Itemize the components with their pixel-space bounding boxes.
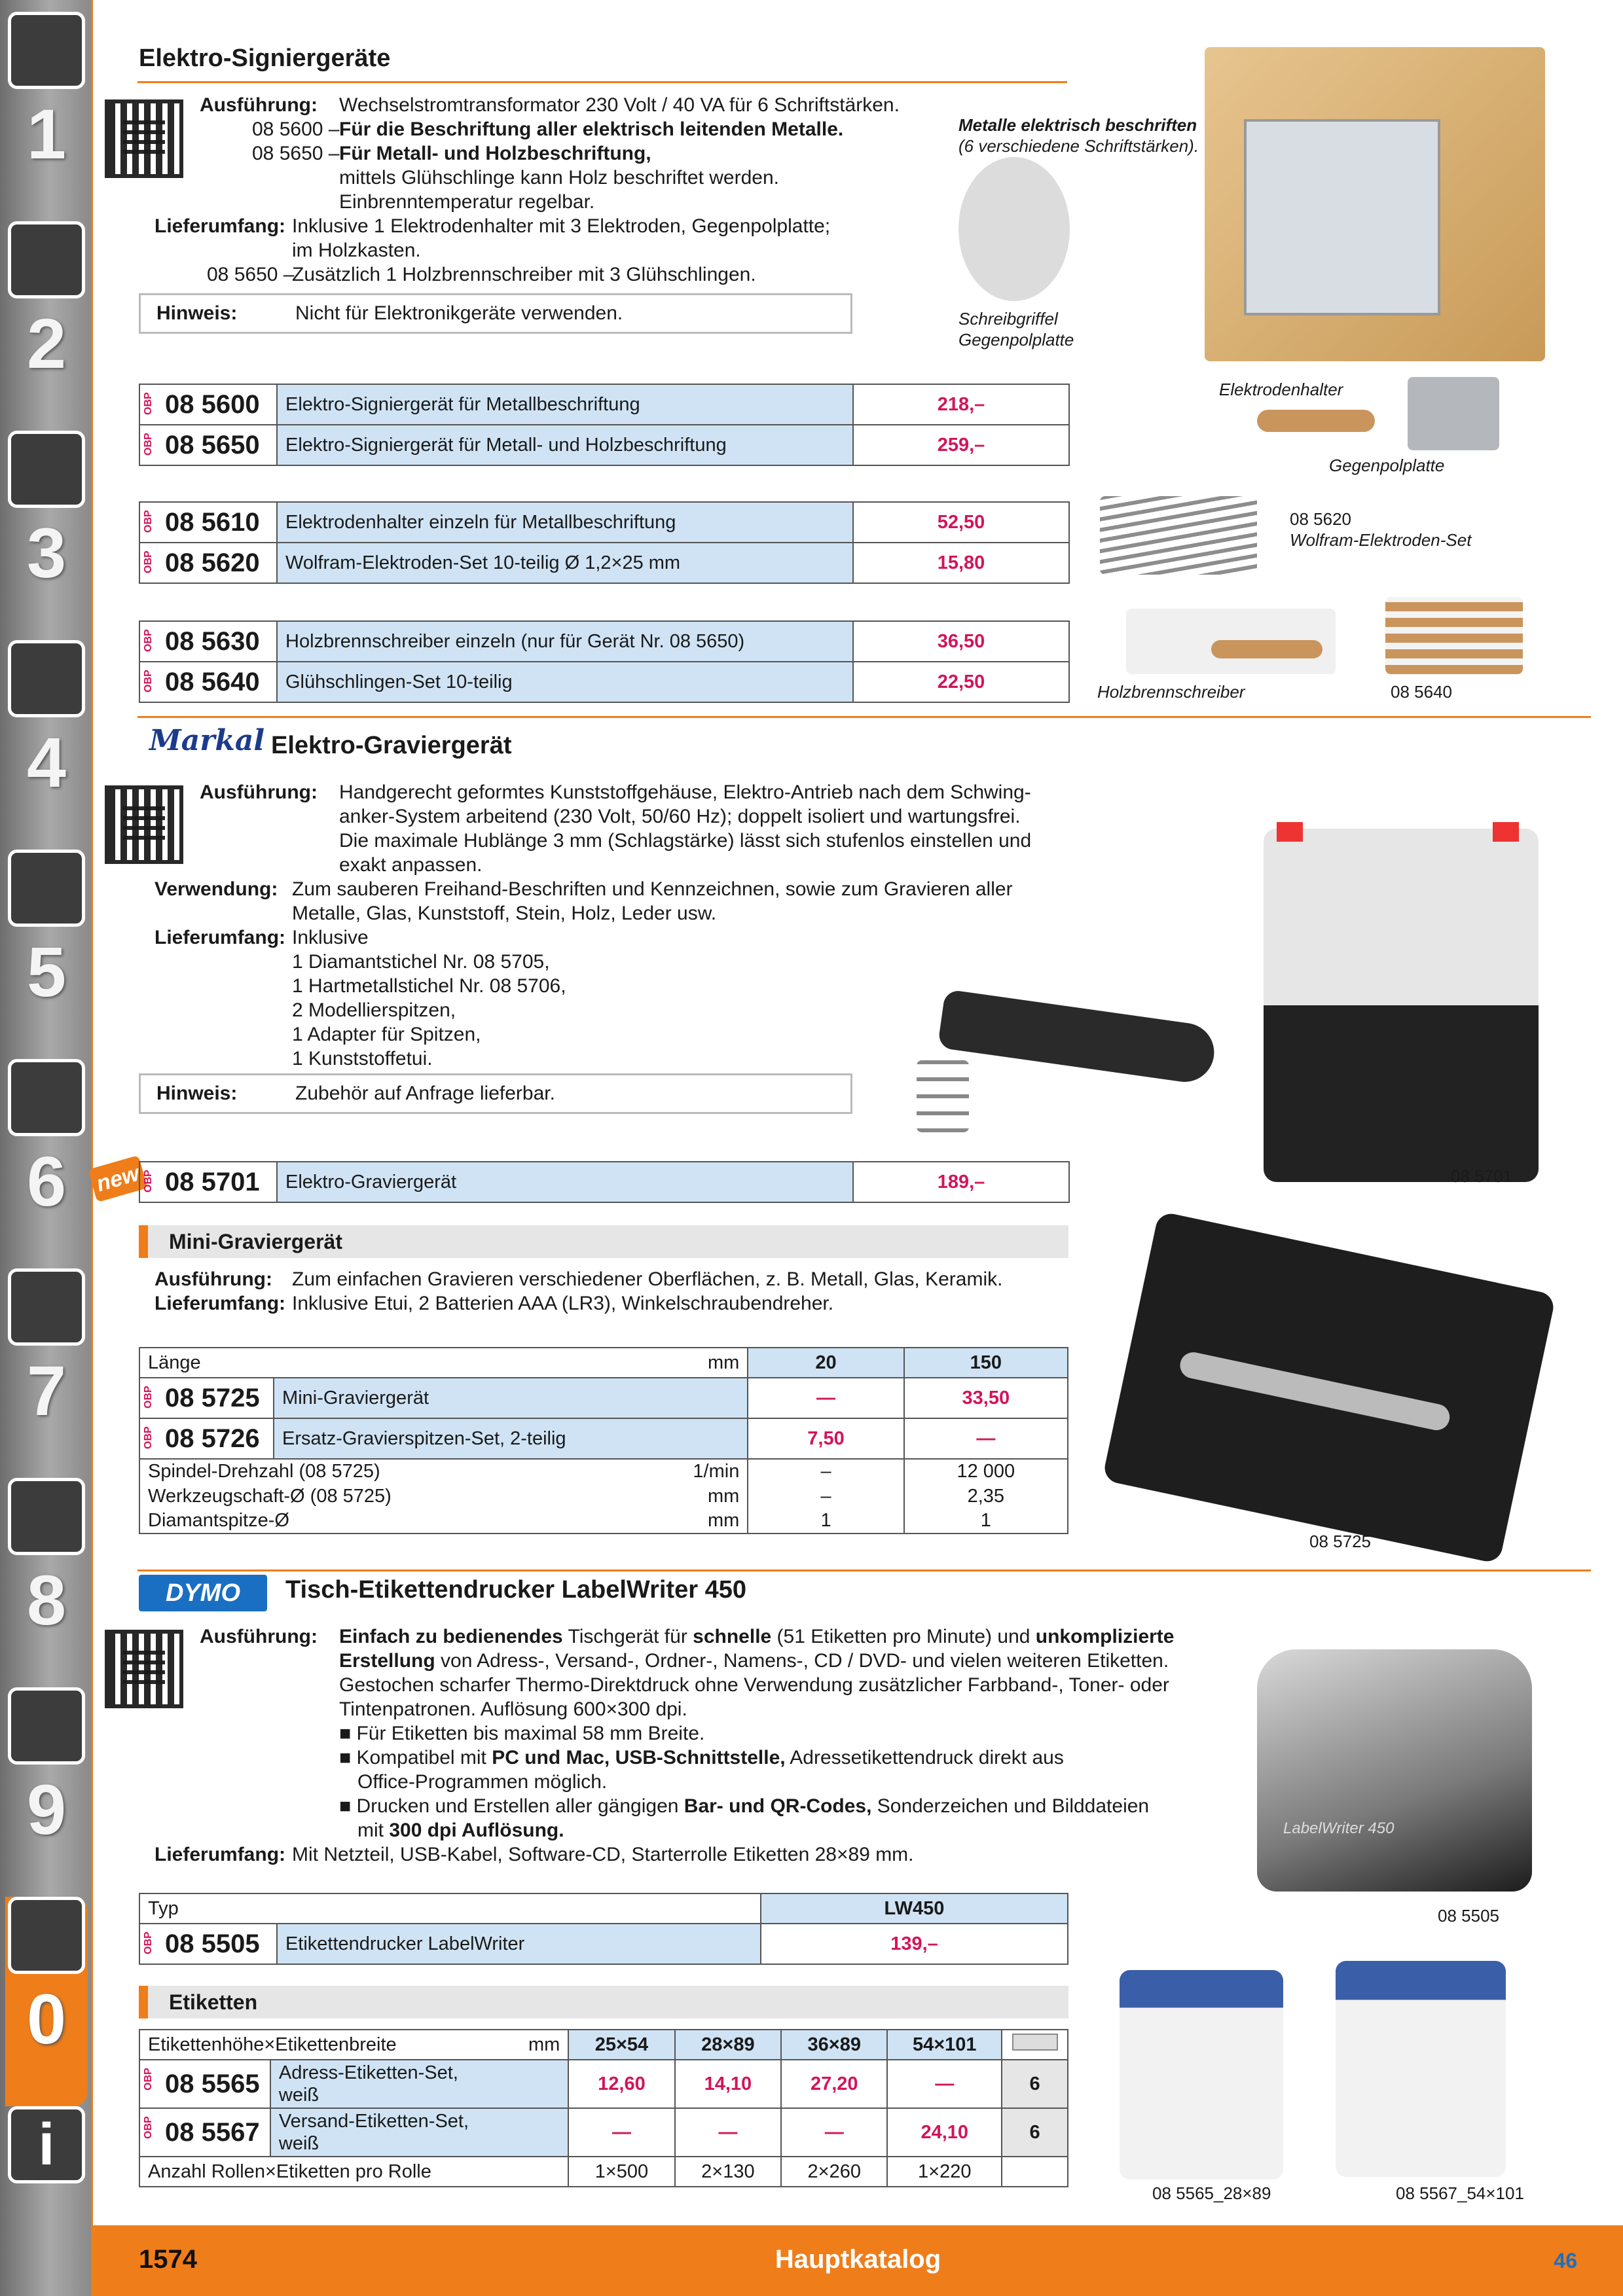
text-line: Inklusive Etui, 2 Batterien AAA (LR3), Winkelschraubendreher.	[292, 1293, 834, 1314]
article-desc: Holzbrennschreiber einzeln (nur für Gerät Nr. 08 5650)	[277, 621, 853, 662]
section-rule	[137, 81, 1067, 83]
text-line: 1 Hartmetallstichel Nr. 08 5706,	[292, 975, 566, 997]
wood-pen-handle	[1211, 640, 1322, 658]
caption: Schreibgriffel	[958, 309, 1058, 329]
text-line: exakt anpassen.	[339, 854, 483, 876]
caption: Gegenpolplatte	[1329, 456, 1445, 475]
printer-label: LabelWriter 450	[1283, 1820, 1395, 1837]
product-image-mini-engraver	[1102, 1211, 1556, 1564]
caption: 08 5567_54×101	[1396, 2183, 1524, 2203]
article-number: 08 5600	[165, 389, 260, 419]
price: —	[904, 1418, 1068, 1459]
text-line: im Holzkasten.	[292, 240, 421, 261]
page-index: 46	[1554, 2249, 1577, 2272]
product-table-signier-3	[139, 620, 1070, 703]
price: 189,–	[853, 1162, 1069, 1202]
spec-row: Diamantspitze-Ø mm 1 1	[139, 1509, 1068, 1534]
drill-bit-icon	[8, 12, 85, 89]
chapter-tab-info[interactable]	[5, 2106, 88, 2204]
case-latch	[1277, 822, 1303, 842]
chapter-tab-3[interactable]: 3	[5, 431, 88, 640]
bullet-icon: ■	[339, 1723, 357, 1744]
article-number: 08 5726	[165, 1424, 260, 1453]
chapter-tab-4[interactable]: 4	[5, 640, 88, 850]
bullet-item: ■ Kompatibel mit PC und Mac, USB-Schnittstelle, Adressetikettendruck direkt aus	[339, 1747, 1064, 1768]
safety-glasses-icon	[8, 1897, 85, 1974]
article-number: 08 5650	[165, 430, 260, 459]
product-table-signier-2	[139, 501, 1070, 584]
page-number: 1574	[139, 2245, 197, 2274]
grinding-disc-icon	[8, 221, 85, 298]
product-image-label-roll-1	[1120, 1970, 1283, 2179]
table-row[interactable]: OBP 08 5565 Adress-Etiketten-Set, weiß 12,60 14,10 27,20 — 6	[139, 2060, 1068, 2108]
article-number: 08 5701	[165, 1167, 260, 1196]
text-line: 1 Kunststoffetui.	[292, 1048, 433, 1069]
price: 52,50	[853, 502, 1069, 543]
article-number: 08 5620	[165, 548, 260, 577]
chapter-sidebar	[0, 0, 93, 2296]
text-line: Erstellung von Adress-, Versand-, Ordner-, Namens-, CD / DVD- und vielen weiteren Etiketten.	[339, 1650, 1169, 1672]
article-desc: Ersatz-Gravierspitzen-Set, 2-teilig	[274, 1418, 748, 1459]
text-line: Gestochen scharfer Thermo-Direktdruck ohne Verwendung zusätzlicher Farbband-, Toner- oder	[339, 1674, 1169, 1696]
detail-image-signing	[958, 157, 1070, 301]
label-ausfuehrung: Ausführung:	[200, 94, 318, 116]
product-table-labelwriter	[139, 1893, 1068, 1965]
article-desc: Glühschlingen-Set 10-teilig	[277, 662, 853, 702]
chapter-tab-6[interactable]: 6	[5, 1059, 88, 1268]
table-row[interactable]: OBP 08 5610 Elektrodenhalter einzeln für Metallbeschriftung 52,50	[139, 502, 1069, 543]
text-line: Wechselstromtransformator 230 Volt / 40 VA für 6 Schriftstärken.	[339, 94, 900, 116]
text-line: Einfach zu bedienendes Tischgerät für schnelle (51 Etiketten pro Minute) und unkomplizierte	[339, 1626, 1175, 1647]
table-row[interactable]: OBP 08 5620 Wolfram-Elektroden-Set 10-teilig Ø 1,2×25 mm 15,80	[139, 543, 1069, 583]
markal-logo: Markal	[149, 724, 265, 757]
bullet-icon: ■	[339, 1795, 357, 1817]
caption: Elektrodenhalter	[1219, 380, 1343, 399]
text-line: Zusätzlich 1 Holzbrennschreiber mit 3 Glühschlingen.	[292, 264, 756, 285]
table-row[interactable]: OBP 08 5567 Versand-Etiketten-Set, weiß — — — 24,10 6	[139, 2108, 1068, 2157]
text-line: mit 300 dpi Auflösung.	[357, 1820, 564, 1841]
new-badge: new	[88, 1155, 147, 1202]
article-number: 08 5725	[165, 1383, 260, 1412]
chapter-tab-1[interactable]: 1	[5, 12, 88, 221]
device-panel	[1244, 119, 1440, 315]
article-desc: Elektro-Signiergerät für Metallbeschriftung	[277, 384, 853, 425]
article-number: 08 5630	[165, 626, 260, 656]
variant-code: 08 5650 –	[252, 143, 340, 164]
chapter-tab-9[interactable]: 9	[5, 1687, 88, 1897]
price: 15,80	[853, 543, 1069, 583]
product-table-graviergeraet	[139, 1161, 1070, 1203]
table-row[interactable]: OBP 08 5725 Mini-Graviergerät — 33,50	[139, 1378, 1068, 1418]
table-row[interactable]: OBP 08 5650 Elektro-Signiergerät für Metall- und Holzbeschriftung 259,–	[139, 425, 1069, 465]
caption: 08 5725	[1309, 1532, 1371, 1551]
info-icon: i	[8, 2106, 85, 2183]
page-footer	[93, 2225, 1623, 2296]
text-line: anker-System arbeitend (230 Volt, 50/60 Hz); doppelt isoliert und wartungsfrei.	[339, 806, 1021, 827]
product-image-tips	[917, 1060, 969, 1132]
text-line: Inklusive	[292, 927, 369, 948]
caption: 08 5565_28×89	[1152, 2183, 1271, 2203]
variant-code: 08 5650 –	[207, 264, 295, 285]
text-line: Handgerecht geformtes Kunststoffgehäuse, Elektro-Antrieb nach dem Schwing-	[339, 781, 1031, 803]
wrench-icon	[8, 1059, 85, 1136]
bullet-item: ■ Für Etiketten bis maximal 58 mm Breite.	[339, 1723, 705, 1744]
text-line: Mit Netzteil, USB-Kabel, Software-CD, Starterrolle Etiketten 28×89 mm.	[292, 1844, 914, 1865]
table-header: Etikettenhöhe×Etikettenbreite mm 25×54 28×89 36×89 54×101	[139, 2030, 1068, 2060]
product-image-wood-burner	[1126, 609, 1336, 674]
price: 22,50	[853, 662, 1069, 702]
text-line: 2 Modellierspitzen,	[292, 999, 456, 1021]
label-ausfuehrung: Ausführung:	[200, 781, 318, 803]
price: 36,50	[853, 621, 1069, 662]
table-row[interactable]: OBP 08 5630 Holzbrennschreiber einzeln (nur für Gerät Nr. 08 5650) 36,50	[139, 621, 1069, 662]
label-ausfuehrung: Ausführung:	[200, 1626, 318, 1647]
product-image-label-roll-2	[1336, 1961, 1506, 2177]
text-line: Die maximale Hublänge 3 mm (Schlagstärke) lässt sich stufenlos einstellen und	[339, 830, 1032, 852]
tool-set-icon	[8, 1478, 85, 1555]
product-image-glow-loops	[1385, 597, 1523, 674]
article-desc: Mini-Graviergerät	[274, 1378, 748, 1418]
table-row[interactable]: OBP 08 5505 Etikettendrucker LabelWriter 139,–	[139, 1924, 1068, 1964]
text-line: Inklusive 1 Elektrodenhalter mit 3 Elektroden, Gegenpolplatte;	[292, 215, 831, 237]
chapter-tab-5[interactable]: 5	[5, 850, 88, 1059]
subsection-title-mini: Mini-Graviergerät	[139, 1225, 1068, 1258]
caption: 08 5701	[1451, 1166, 1512, 1186]
article-desc: Elektrodenhalter einzeln für Metallbeschriftung	[277, 502, 853, 543]
table-row[interactable]: OBP 08 5726 Ersatz-Gravierspitzen-Set, 2-teilig 7,50 —	[139, 1418, 1068, 1459]
caliper-icon	[8, 640, 85, 717]
engraver-body	[938, 989, 1218, 1086]
label-verwendung: Verwendung:	[155, 878, 278, 900]
text-line: Office-Programmen möglich.	[357, 1771, 608, 1793]
qr-code[interactable]	[105, 1630, 183, 1708]
product-image-case	[1264, 829, 1539, 1182]
table-footer-row: Anzahl Rollen×Etiketten pro Rolle 1×500 2×130 2×260 1×220	[139, 2157, 1068, 2187]
section-title-signiergeraete: Elektro-Signiergeräte	[139, 45, 391, 72]
article-number: 08 5505	[165, 1929, 260, 1958]
dymo-logo: DYMO	[139, 1575, 267, 1611]
text-line: Für die Beschriftung aller elektrisch leitenden Metalle.	[339, 118, 844, 140]
package-box	[1012, 2034, 1058, 2051]
article-number: 08 5610	[165, 507, 260, 537]
variant-code: 08 5600 –	[252, 118, 340, 140]
text-line: mittels Glühschlinge kann Holz beschriftet werden.	[339, 167, 779, 188]
caption: Gegenpolplatte	[958, 330, 1074, 350]
product-table-etiketten	[139, 2029, 1068, 2187]
section-rule	[137, 1570, 1591, 1571]
qr-code[interactable]	[105, 785, 183, 864]
article-number: 08 5565	[165, 2069, 260, 2098]
text-line: Einbrenntemperatur regelbar.	[339, 191, 595, 213]
section-title-labelwriter: Tisch-Etikettendrucker LabelWriter 450	[285, 1576, 746, 1604]
chapter-tab-7[interactable]: 7	[5, 1268, 88, 1478]
spec-row: Spindel-Drehzahl (08 5725) 1/min – 12 000	[139, 1459, 1068, 1484]
caption: Metalle elektrisch beschriften	[958, 115, 1197, 135]
section-title-graviergeraet: Elektro-Graviergerät	[271, 732, 512, 759]
chapter-tab-0[interactable]: 0	[5, 1897, 88, 2106]
article-desc: Etikettendrucker LabelWriter	[277, 1924, 761, 1964]
bullet-icon: ■	[339, 1747, 357, 1768]
text-line: Für Metall- und Holzbeschriftung,	[339, 143, 651, 164]
chapter-tab-8[interactable]: 8	[5, 1478, 88, 1687]
case-latch	[1493, 822, 1519, 842]
label-lieferumfang: Lieferumfang:	[155, 927, 286, 948]
text-line: Metalle, Glas, Kunststoff, Stein, Holz, Leder usw.	[292, 903, 717, 924]
label-lieferumfang: Lieferumfang:	[155, 1293, 286, 1314]
label-lieferumfang: Lieferumfang:	[155, 1844, 286, 1865]
label-ausfuehrung: Ausführung:	[155, 1268, 272, 1290]
catalog-title: Hauptkatalog	[775, 2245, 941, 2274]
article-number: 08 5567	[165, 2117, 260, 2147]
spec-row: Werkzeugschaft-Ø (08 5725) mm – 2,35	[139, 1484, 1068, 1509]
price: 33,50	[904, 1378, 1068, 1418]
qr-code[interactable]	[105, 99, 183, 178]
saw-blade-icon	[8, 850, 85, 927]
article-desc: Elektro-Signiergerät für Metall- und Holzbeschriftung	[277, 425, 853, 465]
caption: 08 5505	[1438, 1906, 1499, 1926]
text-line: 1 Adapter für Spitzen,	[292, 1024, 481, 1045]
price: 7,50	[748, 1418, 903, 1459]
price: 259,–	[853, 425, 1069, 465]
price: 139,–	[761, 1924, 1068, 1964]
cabinet-icon	[8, 1687, 85, 1765]
bullet-item: ■ Drucken und Erstellen aller gängigen Bar- und QR-Codes, Sonderzeichen und Bilddateien	[339, 1795, 1150, 1817]
table-header: Länge mm 20 150	[139, 1348, 1068, 1378]
product-table-signier-1	[139, 384, 1070, 466]
article-number: 08 5640	[165, 667, 260, 696]
product-image-counter-plate	[1408, 377, 1499, 450]
price: —	[748, 1378, 903, 1418]
label-lieferumfang: Lieferumfang:	[155, 215, 286, 237]
tap-icon	[8, 431, 85, 508]
chapter-tab-2[interactable]: 2	[5, 221, 88, 431]
engraver-pen	[1178, 1350, 1452, 1432]
product-image-wooden-case	[1205, 47, 1545, 361]
table-row[interactable]: OBP 08 5640 Glühschlingen-Set 10-teilig 22,50	[139, 662, 1069, 702]
product-image-electrode-holder	[1257, 410, 1375, 432]
text-line: Zum einfachen Gravieren verschiedener Oberflächen, z. B. Metall, Glas, Keramik.	[292, 1268, 1003, 1290]
article-desc: Wolfram-Elektroden-Set 10-teilig Ø 1,2×25 mm	[277, 543, 853, 583]
subsection-title-etiketten: Etiketten	[139, 1986, 1068, 2018]
pliers-icon	[8, 1268, 85, 1346]
price: 218,–	[853, 384, 1069, 425]
caption: (6 verschiedene Schriftstärken).	[958, 136, 1199, 156]
hint-box: Hinweis: Nicht für Elektronikgeräte verwenden.	[139, 293, 852, 334]
product-image-labelwriter	[1257, 1649, 1532, 1892]
table-header: Typ LW450	[139, 1893, 1068, 1924]
text-line: Tintenpatronen. Auflösung 600×300 dpi.	[339, 1698, 687, 1720]
text-line: Zum sauberen Freihand-Beschriften und Kennzeichnen, sowie zum Gravieren aller	[292, 878, 1013, 900]
caption: 08 5640	[1391, 682, 1452, 702]
product-table-mini	[139, 1347, 1068, 1534]
caption: 08 5620	[1290, 509, 1351, 529]
hint-box: Hinweis: Zubehör auf Anfrage lieferbar.	[139, 1073, 852, 1114]
table-row[interactable]: OBP 08 5701 Elektro-Graviergerät 189,–	[139, 1162, 1069, 1202]
caption: Wolfram-Elektroden-Set	[1290, 530, 1472, 550]
caption: Holzbrennschreiber	[1097, 682, 1245, 702]
section-rule	[137, 716, 1591, 718]
text-line: 1 Diamantstichel Nr. 08 5705,	[292, 951, 550, 973]
pack-size-icon	[1002, 2030, 1068, 2060]
article-desc: Elektro-Graviergerät	[277, 1162, 853, 1202]
table-row[interactable]: OBP 08 5600 Elektro-Signiergerät für Metallbeschriftung 218,–	[139, 384, 1069, 425]
product-image-electrodes	[1100, 496, 1257, 575]
